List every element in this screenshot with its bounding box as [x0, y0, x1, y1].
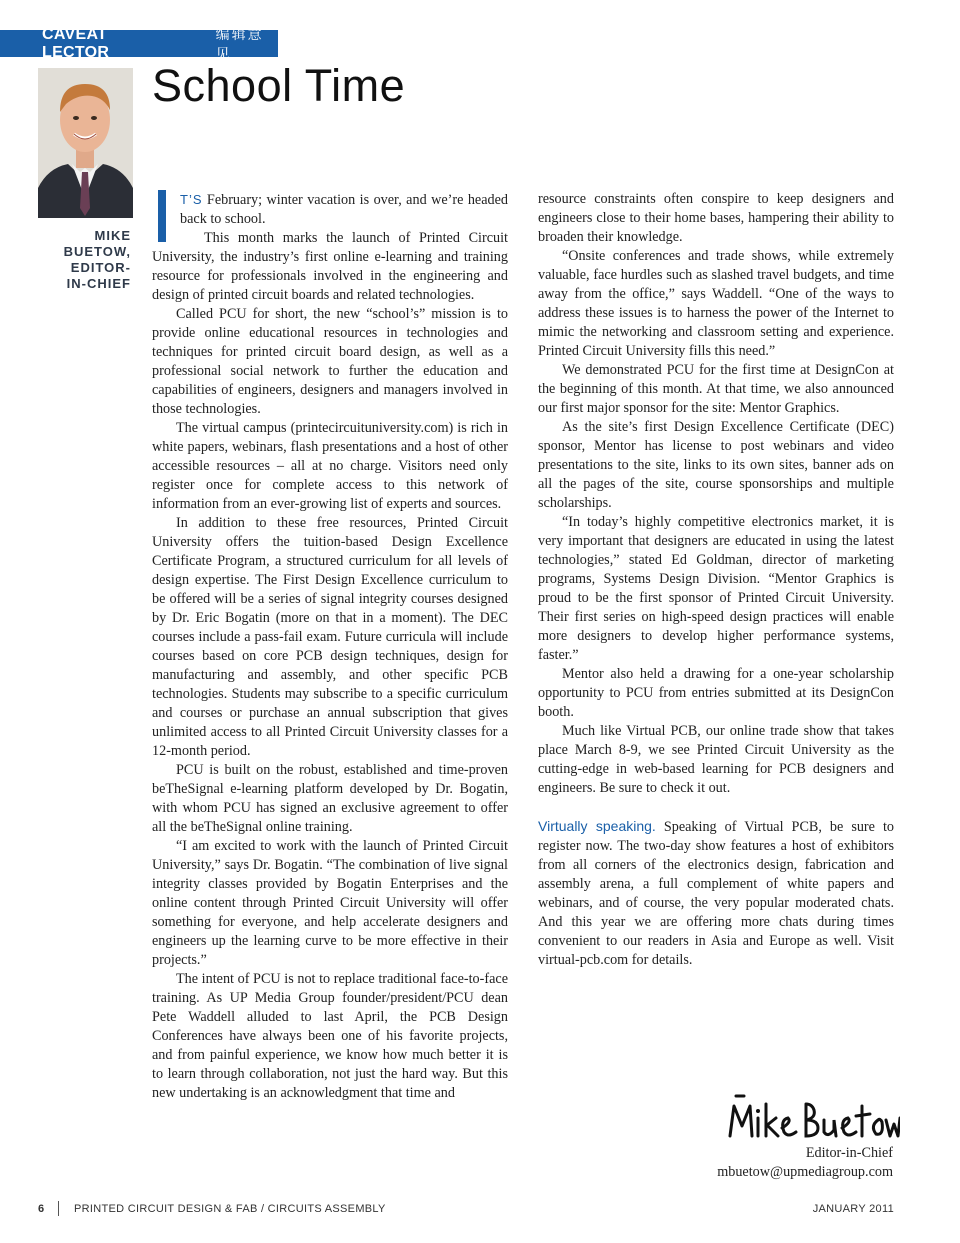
- publication-name: PRINTED CIRCUIT DESIGN & FAB / CIRCUITS ASSEMBLY: [74, 1203, 386, 1215]
- paragraph: The intent of PCU is not to replace traditional face-to-face training. As UP Media Group founder/president/PCU dean Pete Waddell alluded to last April, the PCB Design Conferences have always been one of his favorite projects, and from painful experience, we know how much better it is to learn through collaboration, not just the hard way. But this new undertaking is an acknowledgment that time and: [152, 971, 508, 1101]
- author-byline: [30, 228, 131, 292]
- page-number: 6: [38, 1203, 45, 1215]
- byline-line: IN-CHIEF: [66, 276, 131, 291]
- drop-cap-bar: [158, 190, 166, 242]
- paragraph: PCU is built on the robust, established and time-proven beTheSignal e-learning platform developed by Dr. Bogatin, with whom PCU has signed an exclusive agreement to offer all the beTheSignal online training.: [152, 762, 508, 835]
- section-label: CAVEAT LECTOR: [42, 25, 110, 61]
- lead-text: February; winter vacation is over, and we’re headed back to school.: [180, 192, 508, 227]
- byline-line: EDITOR-: [70, 260, 131, 275]
- section-header: [0, 25, 278, 63]
- paragraph: “In today’s highly competitive electronics market, it is very important that designers are educated in using the latest technologies,” stated Ed Goldman, director of marketing programs, Systems Design Division. “Mentor Graphics is proud to be the first sponsor of Printed Circuit University. Their first series on high-speed design practices will enable more designers to develop higher performance systems, faster.”: [538, 514, 894, 663]
- paragraph-continuation: resource constraints often conspire to keep designers and engineers close to their home bases, hampering their ability to broaden their knowledge.: [538, 191, 894, 245]
- paragraph: Much like Virtual PCB, our online trade show that takes place March 8-9, we see Printed Circuit University as the cutting-edge in web-based learning for PCB designers and engineers. Be sure to check it out.: [538, 723, 894, 796]
- signature-image: [700, 1092, 900, 1148]
- byline-line: BUETOW,: [63, 244, 131, 259]
- signature-email: mbuetow@upmediagroup.com: [717, 1164, 893, 1180]
- author-signature: [700, 1092, 900, 1148]
- signature-role: Editor-in-Chief: [805, 1145, 893, 1161]
- lead-caps: T’S: [180, 192, 203, 207]
- article-column-2: [538, 190, 894, 970]
- paragraph: The virtual campus (printecircuituniversity.com) is rich in white papers, webinars, flash presentations and a host of other accessible resources – all at no charge. Visitors need only register once for complete access to this network of information from an ever-growing list of experts and sources.: [152, 420, 508, 512]
- paragraph: Mentor also held a drawing for a one-year scholarship opportunity to PCU from entries submitted at its DesignCon booth.: [538, 666, 894, 720]
- portrait-image: [38, 68, 133, 218]
- footer-divider: [58, 1201, 59, 1216]
- article-title: School Time: [152, 60, 406, 111]
- article-column-1: [152, 190, 508, 1103]
- paragraph: Called PCU for short, the new “school’s” mission is to provide online educational resources in technologies and techniques for printed circuit board design, as well as a professional social network to further the education and capabilities of engineers, designers and managers involved in those technologies.: [152, 306, 508, 417]
- lead-paragraph: [152, 190, 508, 229]
- paragraph: This month marks the launch of Printed Circuit University, the industry’s first online e-learning and training resource for professionals involved in the engineering and design of printed circuit boards and related technologies.: [152, 230, 508, 303]
- paragraph: We demonstrated PCU for the first time at DesignCon at the beginning of this month. At that time, we also announced our first major sponsor for the site: Mentor Graphics.: [538, 362, 894, 416]
- subhead-paragraph: [538, 817, 894, 970]
- page-footer: [38, 1203, 894, 1219]
- paragraph: As the site’s first Design Excellence Certificate (DEC) sponsor, Mentor has license to post webinars and video presentations to the site, links to its own sites, banner ads on all the pages of the site, course sponsorships and multiple scholarships.: [538, 419, 894, 511]
- subhead: Virtually speaking.: [538, 818, 656, 834]
- subhead-text: Speaking of Virtual PCB, be sure to register now. The two-day show features a host of exhibitors from all corners of the electronics design, fabrication and assembly arena, a full complement of white papers and webinars, and of course, the very popular moderated chats. And this year we are offering more chats during times convenient to our readers in Asia and Europe as well. Visit virtual-pcb.com for details.: [538, 819, 894, 968]
- byline-line: MIKE: [94, 228, 131, 243]
- signature-block: [640, 1144, 893, 1182]
- paragraph: “I am excited to work with the launch of Printed Circuit University,” says Dr. Bogatin. “The combination of live signal integrity classes provided by Bogatin Enterprises and the online content through Printed Circuit University will offer something for everyone, and help accelerate designers and engineers up the learning curve to be more effective in their projects.”: [152, 838, 508, 968]
- section-label-cjk: 编辑意见: [215, 26, 264, 63]
- issue-date: JANUARY 2011: [812, 1203, 894, 1215]
- author-portrait: [38, 68, 133, 218]
- paragraph: “Onsite conferences and trade shows, while extremely valuable, face hurdles such as slashed travel budgets, and time away from the office,” says Waddell. “One of the ways to address these issues is to harness the power of the Internet to mimic the networking and classroom setting and experience. Printed Circuit University fills this need.”: [538, 248, 894, 359]
- paragraph: In addition to these free resources, Printed Circuit University offers the tuition-based Design Excellence Certificate Program, a structured curriculum for all levels of design expertise. The First Design Excellence curriculum to be offered will be a series of signal integrity courses designed by Dr. Eric Bogatin (more on that in a moment). The DEC courses include a pass-fail exam. Future curricula will include courses based on core PCB design techniques, design for manufacturing and assembly, and other specific PCB technologies. Students may subscribe to a specific curriculum and courses or purchase an annual subscription that gives unlimited access to all Printed Circuit University classes for a 12-month period.: [152, 515, 508, 759]
